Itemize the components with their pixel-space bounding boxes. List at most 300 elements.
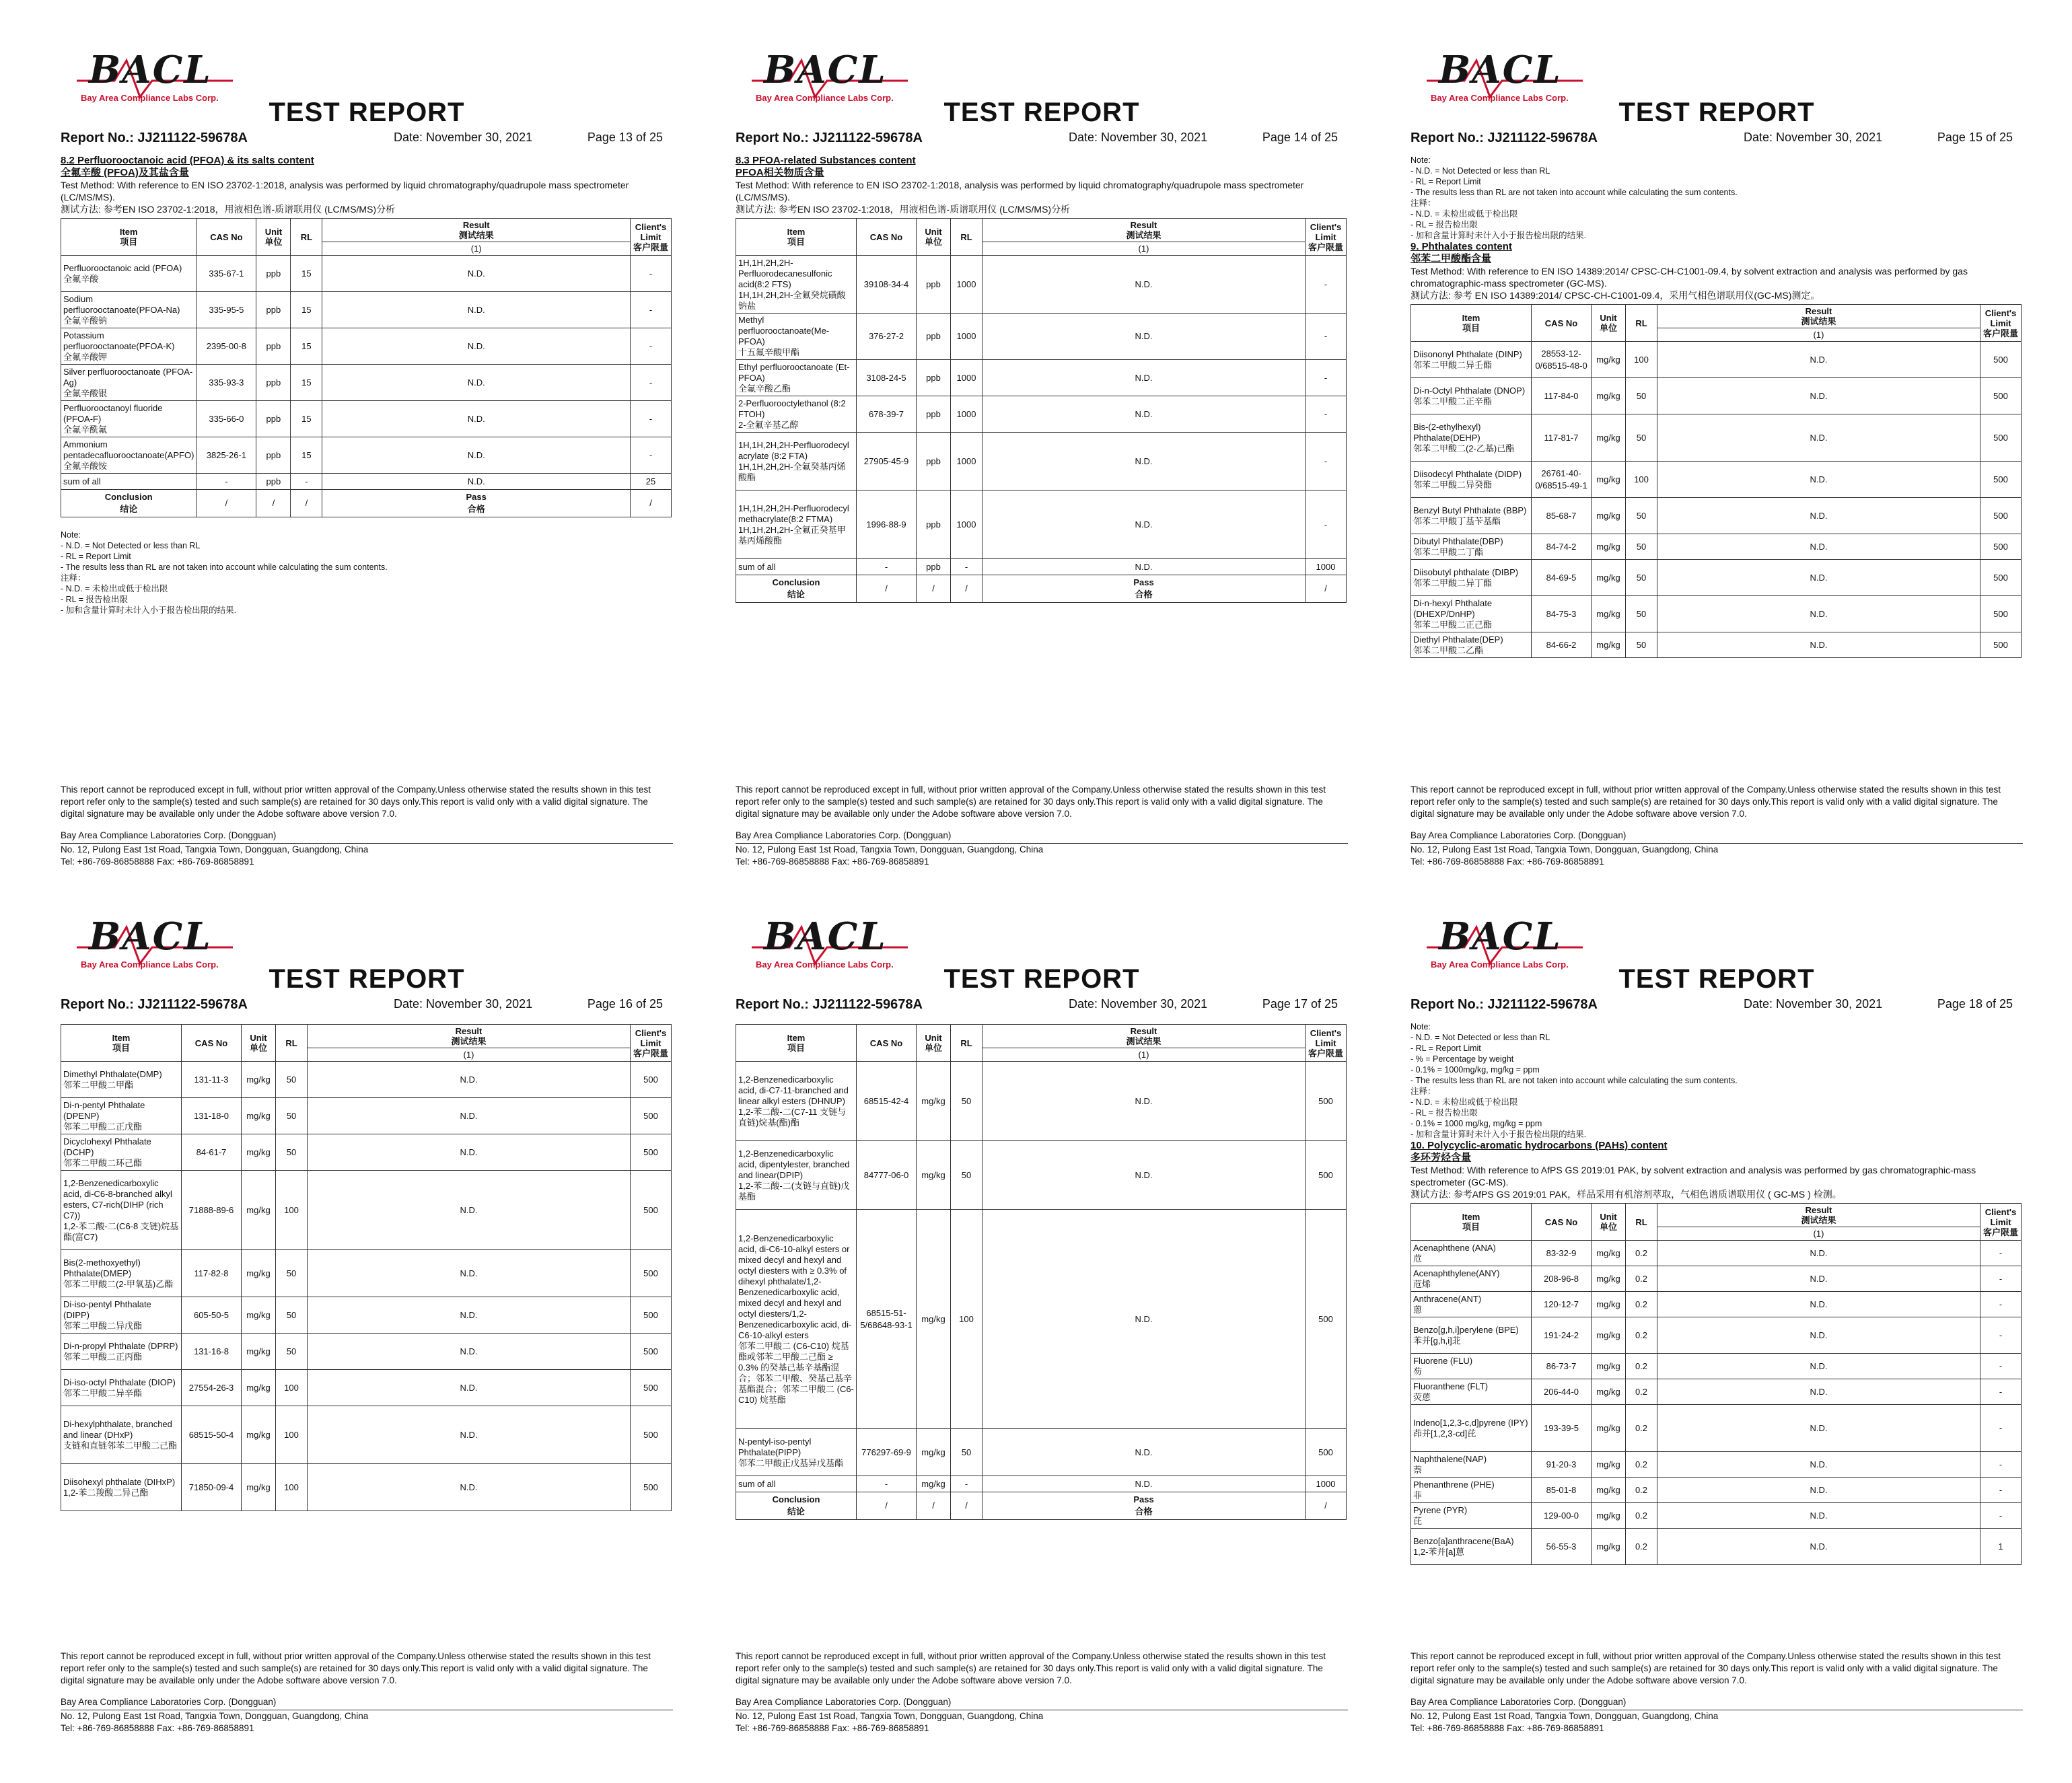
conclusion-slash: / [291, 490, 322, 517]
section-heading-cn: PFOA相关物质含量 [736, 167, 824, 178]
notes-block [1410, 1021, 2023, 1140]
cell-res: N.D. [322, 365, 631, 401]
cell-unit: mg/kg [1592, 498, 1626, 534]
item-name: Diisononyl Phthalate (DINP) [1413, 349, 1522, 359]
item-name-cn: 苊 [1413, 1253, 1423, 1264]
test-method: Test Method: With reference to EN ISO 23702-1:2018, analysis was performed by liquid chromatography/quadrupole mass spectrometer (LC/MS/MS). [61, 180, 629, 203]
cell-res: N.D. [1657, 414, 1980, 462]
cell-lim: 500 [1980, 414, 2022, 462]
item-name: Benzyl Butyl Phthalate (BBP) [1413, 505, 1527, 515]
col-limit [1980, 1204, 2022, 1241]
section-heading: 8.3 PFOA-related Substances content [736, 155, 916, 166]
cell-cas: - [857, 559, 917, 575]
test-method: Test Method: With reference to EN ISO 14389:2014/ CPSC-CH-C1001-09.4, by solvent extraction and analysis was performed by gas chromatographic-mass spectrometer (GC-MS). [1410, 266, 1968, 289]
report-number: Report No.: JJ211122-59678A [1410, 131, 1598, 145]
col-limit [631, 1025, 672, 1062]
cell-item [61, 474, 197, 490]
col-unit-label: Unit [925, 227, 942, 237]
cell-cas: 27905-45-9 [857, 433, 917, 490]
item-name-cn: 邻苯二甲酸正戊基异戊基酯 [738, 1457, 844, 1468]
cell-rl: 100 [1626, 342, 1657, 378]
table-row [1411, 1317, 2022, 1354]
cell-res: N.D. [322, 328, 631, 365]
table-row [61, 365, 672, 401]
cell-item [1411, 1354, 1532, 1379]
cell-item [1411, 1379, 1532, 1405]
col-item-label-cn: 项目 [120, 237, 138, 247]
page-content [736, 155, 1348, 603]
cell-unit: mg/kg [1592, 1354, 1626, 1379]
test-method: Test Method: With reference to AfPS GS 2019:01 PAK, by solvent extraction and analysis was performed by gas chromatographic-mass spectrometer (GC-MS). [1410, 1165, 1976, 1188]
cell-lim: - [1980, 1266, 2022, 1292]
cell-item [736, 1429, 857, 1476]
cell-rl: - [291, 474, 322, 490]
company-tel: Tel: +86-769-86858888 Fax: +86-769-86858891 [61, 857, 254, 867]
cell-rl: 0.2 [1626, 1452, 1657, 1478]
logo-subtitle: Bay Area Compliance Labs Corp. [756, 959, 894, 970]
col-cas [1532, 1204, 1592, 1241]
cell-res: N.D. [308, 1098, 631, 1134]
cell-unit: mg/kg [917, 1210, 951, 1429]
cell-res: N.D. [983, 314, 1306, 360]
cell-lim: 500 [1980, 596, 2022, 632]
table-header [1411, 1204, 2022, 1241]
note-line: - The results less than RL are not taken into account while calculating the sum contents. [1410, 188, 1738, 197]
cell-unit: mg/kg [917, 1429, 951, 1476]
cell-rl: 1000 [951, 490, 983, 559]
item-name: N-pentyl-iso-pentyl Phthalate(PIPP) [738, 1436, 812, 1457]
logo-subtitle: Bay Area Compliance Labs Corp. [81, 959, 219, 970]
item-name: Silver perfluorooctanoate (PFOA-Ag) [63, 366, 193, 388]
cell-unit: ppb [256, 365, 291, 401]
company-address: No. 12, Pulong East 1st Road, Tangxia Town, Dongguan, Guangdong, China [736, 844, 1044, 854]
item-name-cn: 2-全氟辛基乙醇 [738, 419, 799, 430]
results-table [736, 1024, 1347, 1520]
cell-cas: 2395-00-8 [197, 328, 256, 365]
conclusion-slash: / [857, 1492, 917, 1520]
cell-item [1411, 1241, 1532, 1266]
result-sub-label: (1) [1813, 330, 1824, 340]
cell-item [61, 292, 197, 328]
cell-rl: 50 [276, 1062, 308, 1098]
item-name-cn: 邻苯二甲酸二 (C6-C10) 烷基酯或邻苯二甲酸二己酯 ≥ 0.3% 的癸基己基辛基酯混合；邻苯二甲酸、癸基己基辛基酯混合；邻苯二甲酸二 (C6-C10) 烷基酯 [738, 1340, 854, 1405]
table-row [1411, 632, 2022, 658]
note-line: - N.D. = Not Detected or less than RL [1410, 1033, 1550, 1042]
cell-item [736, 1141, 857, 1210]
cell-item [1411, 560, 1532, 596]
col-cas [857, 219, 917, 256]
cell-res: N.D. [322, 401, 631, 437]
cell-rl: 50 [276, 1297, 308, 1334]
report-date: Date: November 30, 2021 [1744, 131, 1883, 144]
item-name: 1H,1H,2H,2H-Perfluorodecyl methacrylate(8:2 FTMA) [738, 503, 849, 524]
cell-item [1411, 1503, 1532, 1529]
page-title: TEST REPORT [943, 98, 1140, 127]
table-row [736, 1476, 1347, 1492]
conclusion-slash: / [1306, 1492, 1347, 1520]
cell-unit: ppb [917, 256, 951, 314]
table-row [1411, 462, 2022, 498]
item-name: Ammonium pentadecafluorooctanoate(APFO) [63, 439, 194, 460]
cell-cas: 26761-40-0/68515-49-1 [1532, 462, 1592, 498]
result-sub-label: (1) [470, 244, 482, 254]
col-rl-label: RL [960, 1038, 972, 1048]
cell-unit: mg/kg [242, 1250, 276, 1297]
cell-lim: - [1980, 1405, 2022, 1452]
col-item-label: Item [1462, 313, 1480, 323]
cell-cas: 776297-69-9 [857, 1429, 917, 1476]
cell-cas: 335-66-0 [197, 401, 256, 437]
report-page-16 [61, 914, 673, 1761]
cell-res: N.D. [1657, 1241, 1980, 1266]
cell-item [736, 1476, 857, 1492]
col-result-label-cn: 测试结果 [1126, 230, 1162, 240]
company-tel: Tel: +86-769-86858888 Fax: +86-769-86858891 [736, 1723, 929, 1733]
logo-subtitle: Bay Area Compliance Labs Corp. [81, 93, 219, 103]
cell-cas: 68515-51-5/68648-93-1 [857, 1210, 917, 1429]
item-name: Fluoranthene (FLT) [1413, 1381, 1489, 1391]
col-cas-label: CAS No [869, 231, 903, 242]
cell-cas: 376-27-2 [857, 314, 917, 360]
item-name-cn: 邻苯二甲酸二异丁酯 [1413, 577, 1493, 588]
conclusion-slash: / [917, 1492, 951, 1520]
col-item [1411, 305, 1532, 342]
col-item-label: Item [787, 1033, 806, 1043]
item-name-cn: 邻苯二甲酸二乙酯 [1413, 645, 1484, 655]
results-table [61, 1024, 672, 1511]
col-item-label-cn: 项目 [787, 1043, 805, 1053]
cell-unit: ppb [256, 256, 291, 292]
note-line: - 加和含量计算时未计入小于报告检出限的结果. [1410, 231, 1587, 240]
item-name-cn: 邻苯二甲酸二正戊酯 [63, 1121, 143, 1132]
item-name: Methyl perfluorooctanoate(Me-PFOA) [738, 315, 830, 347]
cell-item [1411, 1266, 1532, 1292]
cell-unit: ppb [256, 328, 291, 365]
cell-unit: ppb [917, 490, 951, 559]
item-name: Dibutyl Phthalate(DBP) [1413, 536, 1503, 546]
cell-lim: - [1980, 1354, 2022, 1379]
table-row [1411, 534, 2022, 560]
cell-item [736, 1062, 857, 1141]
page-footer [1410, 784, 2023, 868]
item-name-cn: 1H,1H,2H,2H-全氟癸基丙烯酸酯 [738, 461, 846, 482]
cell-res: N.D. [983, 1210, 1306, 1429]
cell-res: N.D. [308, 1134, 631, 1171]
cell-res: N.D. [322, 437, 631, 474]
cell-res: N.D. [983, 433, 1306, 490]
cell-res: N.D. [983, 256, 1306, 314]
cell-unit: mg/kg [1592, 560, 1626, 596]
item-name-cn: 全氟辛酸 [63, 273, 99, 284]
col-unit-label-cn: 单位 [249, 1043, 267, 1053]
cell-unit: mg/kg [242, 1098, 276, 1134]
col-unit-label: Unit [250, 1033, 267, 1043]
cell-lim: - [1980, 1317, 2022, 1354]
table-row [736, 1141, 1347, 1210]
cell-res: N.D. [983, 1476, 1306, 1492]
page-content [61, 155, 673, 616]
cell-item [736, 490, 857, 559]
note-line: - 0.1% = 1000 mg/kg, mg/kg = ppm [1410, 1119, 1542, 1128]
col-result [1657, 305, 1980, 328]
page-number: Page 17 of 25 [1262, 997, 1338, 1011]
conclusion-text: Conclusion [104, 492, 153, 502]
cell-cas: 84-75-3 [1532, 596, 1592, 632]
item-name-cn: 全氟辛酸钠 [63, 315, 108, 326]
table-row [61, 256, 672, 292]
company-address: No. 12, Pulong East 1st Road, Tangxia Town, Dongguan, Guangdong, China [736, 1711, 1044, 1721]
cell-cas: 129-00-0 [1532, 1503, 1592, 1529]
col-result-label-cn: 测试结果 [451, 1036, 487, 1046]
cell-lim: 500 [631, 1171, 672, 1250]
table-row [1411, 1266, 2022, 1292]
cell-unit: mg/kg [1592, 414, 1626, 462]
page-footer [1410, 1650, 2023, 1735]
report-date: Date: November 30, 2021 [394, 997, 533, 1011]
note-line: - N.D. = 未检出或低于检出限 [1410, 1097, 1518, 1107]
item-name: 2-Perfluorooctylethanol (8:2 FTOH) [738, 398, 846, 419]
note-line: - The results less than RL are not taken into account while calculating the sum contents. [1410, 1076, 1738, 1085]
item-name-cn: 邻苯二甲酸二正己酯 [1413, 619, 1493, 630]
cell-item [61, 1406, 182, 1464]
results-table [61, 218, 672, 517]
report-number: Report No.: JJ211122-59678A [736, 131, 923, 145]
cell-rl: 1000 [951, 314, 983, 360]
cell-item [61, 1370, 182, 1406]
col-limit-label-cn: 客户限量 [633, 1048, 668, 1058]
item-name-cn: 支链和直链邻苯二甲酸二己酯 [63, 1440, 178, 1451]
note-line: - N.D. = Not Detected or less than RL [1410, 166, 1550, 176]
result-sub-label: (1) [1138, 1050, 1149, 1060]
item-name-cn: 苊烯 [1413, 1278, 1431, 1289]
cell-unit: ppb [917, 396, 951, 433]
item-name-cn: 芴 [1413, 1366, 1423, 1377]
conclusion-text-cn: 结论 [787, 589, 805, 599]
cell-unit: mg/kg [1592, 1266, 1626, 1292]
col-limit [1306, 219, 1347, 256]
cell-res: N.D. [308, 1370, 631, 1406]
col-result-sub [983, 1048, 1306, 1062]
cell-cas: 605-50-5 [182, 1297, 242, 1334]
cell-lim: - [1306, 256, 1347, 314]
col-unit-label-cn: 单位 [924, 1043, 942, 1053]
cell-cas: - [857, 1476, 917, 1492]
cell-lim: - [1980, 1241, 2022, 1266]
cell-item [1411, 1292, 1532, 1317]
col-rl-label: RL [960, 231, 972, 242]
cell-item [61, 401, 197, 437]
report-page-13 [61, 47, 673, 895]
cell-res: N.D. [1657, 1405, 1980, 1452]
page-number: Page 14 of 25 [1262, 131, 1338, 144]
test-method: Test Method: With reference to EN ISO 23702-1:2018, analysis was performed by liquid chromatography/quadrupole mass spectrometer (LC/MS/MS). [736, 180, 1304, 203]
company-name: Bay Area Compliance Laboratories Corp. (Dongguan) [736, 830, 1348, 844]
table-row [61, 1134, 672, 1171]
cell-lim: 500 [1980, 560, 2022, 596]
cell-cas: 131-18-0 [182, 1098, 242, 1134]
disclaimer: This report cannot be reproduced except in full, without prior written approval of the Company.Unless otherwise stated the results shown in this test report refer only to the sample(s) tested and such sample(s) are retained for 30 days only.This report is valid only with a valid digital signature. The digital signature may be available only under the Adobe software above version 7.0. [736, 1651, 1326, 1685]
disclaimer: This report cannot be reproduced except in full, without prior written approval of the Company.Unless otherwise stated the results shown in this test report refer only to the sample(s) tested and such sample(s) are retained for 30 days only.This report is valid only with a valid digital signature. The digital signature may be available only under the Adobe software above version 7.0. [1410, 785, 2001, 819]
cell-cas: 27554-26-3 [182, 1370, 242, 1406]
cell-rl: 0.2 [1626, 1266, 1657, 1292]
item-name-cn: 邻苯二甲酸二甲酯 [63, 1079, 134, 1090]
col-rl-label: RL [1635, 318, 1647, 328]
conclusion-row [61, 490, 672, 517]
cell-item [61, 1464, 182, 1511]
col-cas [182, 1025, 242, 1062]
cell-item [736, 433, 857, 490]
cell-cas: 68515-42-4 [857, 1062, 917, 1141]
cell-lim: - [1306, 396, 1347, 433]
cell-unit: ppb [917, 360, 951, 396]
cell-rl: 0.2 [1626, 1405, 1657, 1452]
note-line: - RL = Report Limit [1410, 177, 1481, 186]
item-name: Diisohexyl phthalate (DIHxP) [63, 1476, 176, 1487]
table-row [1411, 1292, 2022, 1317]
item-name-cn: 全氟辛酸乙酯 [738, 383, 791, 394]
cell-cas: 84-74-2 [1532, 534, 1592, 560]
cell-res: N.D. [308, 1334, 631, 1370]
col-result-label: Result [1130, 220, 1157, 230]
cell-cas: 85-68-7 [1532, 498, 1592, 534]
table-row [736, 433, 1347, 490]
test-method-cn: 测试方法: 参考EN ISO 23702-1:2018，用液相色谱-质谱联用仪 (LC/MS/MS)分析 [736, 204, 1071, 215]
note-line: - N.D. = 未检出或低于检出限 [61, 584, 168, 593]
col-unit [1592, 305, 1626, 342]
page-title: TEST REPORT [269, 964, 465, 994]
cell-unit: mg/kg [1592, 1478, 1626, 1503]
col-cas [1532, 305, 1592, 342]
col-result [322, 219, 631, 242]
cell-cas: 91-20-3 [1532, 1452, 1592, 1478]
cell-lim: 500 [631, 1134, 672, 1171]
cell-res: N.D. [1657, 534, 1980, 560]
conclusion-slash: / [917, 575, 951, 603]
test-method-cn: 测试方法: 参考EN ISO 23702-1:2018，用液相色谱-质谱联用仪 (LC/MS/MS)分析 [61, 204, 396, 215]
col-item-label-cn: 项目 [787, 237, 805, 247]
cell-item [61, 1250, 182, 1297]
col-result-label: Result [1805, 1205, 1832, 1215]
table-row [61, 474, 672, 490]
cell-cas: 678-39-7 [857, 396, 917, 433]
section-heading: 10. Polycyclic-aromatic hydrocarbons (PAHs) content [1410, 1140, 1668, 1151]
table-row [736, 314, 1347, 360]
cell-res: N.D. [322, 474, 631, 490]
item-name: Pyrene (PYR) [1413, 1504, 1468, 1515]
col-limit-label-cn: 客户限量 [633, 242, 668, 252]
col-item-label: Item [787, 227, 806, 237]
cell-res: N.D. [322, 292, 631, 328]
cell-cas: 71888-89-6 [182, 1171, 242, 1250]
col-cas [197, 219, 256, 256]
col-rl [276, 1025, 308, 1062]
col-result [983, 219, 1306, 242]
logo-subtitle: Bay Area Compliance Labs Corp. [756, 93, 894, 103]
table-row [1411, 378, 2022, 414]
cell-unit: mg/kg [242, 1334, 276, 1370]
cell-lim: 500 [1980, 632, 2022, 658]
cell-rl: 50 [1626, 596, 1657, 632]
item-name: 1H,1H,2H,2H-Perfluorodecyl acrylate (8:2 FTA) [738, 439, 849, 461]
cell-res: N.D. [1657, 342, 1980, 378]
cell-rl: 15 [291, 437, 322, 474]
cell-lim: 500 [631, 1334, 672, 1370]
note-line: 注释： [1410, 1087, 1436, 1096]
col-unit [242, 1025, 276, 1062]
cell-lim: 500 [1306, 1429, 1347, 1476]
conclusion-slash: / [951, 1492, 983, 1520]
table-header [736, 1025, 1347, 1062]
cell-lim: 500 [1980, 378, 2022, 414]
table-row [1411, 1379, 2022, 1405]
cell-item [61, 437, 197, 474]
col-limit [1306, 1025, 1347, 1062]
cell-rl: - [951, 1476, 983, 1492]
cell-res: N.D. [308, 1171, 631, 1250]
conclusion-row [736, 1492, 1347, 1520]
cell-res: N.D. [1657, 1452, 1980, 1478]
conclusion-label [736, 1492, 857, 1520]
cell-lim: - [1980, 1478, 2022, 1503]
item-name: sum of all [738, 561, 776, 572]
cell-rl: 50 [1626, 560, 1657, 596]
cell-item [1411, 1478, 1532, 1503]
section-heading-cn: 邻苯二甲酸酯含量 [1410, 253, 1492, 264]
cell-res: N.D. [1657, 1292, 1980, 1317]
col-result-label: Result [455, 1026, 483, 1036]
item-name-cn: 萘 [1413, 1464, 1423, 1475]
cell-lim: 25 [631, 474, 672, 490]
cell-res: N.D. [1657, 1379, 1980, 1405]
cell-res: N.D. [1657, 596, 1980, 632]
section-heading-cn: 多环芳烃含量 [1410, 1152, 1472, 1163]
cell-rl: 1000 [951, 396, 983, 433]
table-row [1411, 596, 2022, 632]
test-method-cn: 测试方法: 参考AfPS GS 2019:01 PAK，样品采用有机溶剂萃取，气相色谱质谱联用仪 ( GC-MS ) 检测。 [1410, 1189, 1842, 1200]
cell-res: N.D. [983, 559, 1306, 575]
cell-cas: 84-66-2 [1532, 632, 1592, 658]
cell-lim: - [1980, 1379, 2022, 1405]
item-name-cn: 全氟辛酸银 [63, 388, 108, 398]
cell-lim: - [1980, 1452, 2022, 1478]
cell-cas: 1996-88-9 [857, 490, 917, 559]
item-name-cn: 1,2-苯二酸-二(C6-8 支链)烷基酯(富C7) [63, 1221, 179, 1242]
table-row [1411, 1503, 2022, 1529]
cell-res: N.D. [1657, 462, 1980, 498]
conclusion-result [983, 575, 1306, 603]
item-name-cn: 全氟辛酰氟 [63, 424, 108, 435]
col-unit-label: Unit [264, 227, 283, 237]
report-number: Report No.: JJ211122-59678A [736, 997, 923, 1012]
table-row [61, 1171, 672, 1250]
result-sub-label: (1) [1813, 1229, 1824, 1239]
item-name: Di-n-propyl Phthalate (DPRP) [63, 1340, 178, 1351]
report-number: Report No.: JJ211122-59678A [61, 997, 248, 1012]
cell-item [736, 314, 857, 360]
results-table [1410, 1203, 2022, 1565]
note-line: - RL = 报告检出限 [61, 595, 128, 604]
section-heading: 8.2 Perfluorooctanoic acid (PFOA) & its salts content [61, 155, 314, 166]
item-name-cn: 邻苯二甲酸丁基苄基酯 [1413, 515, 1501, 526]
company-name: Bay Area Compliance Laboratories Corp. (Dongguan) [61, 830, 673, 844]
cell-unit: mg/kg [242, 1062, 276, 1098]
table-row [1411, 498, 2022, 534]
cell-lim: - [1980, 1503, 2022, 1529]
page-title: TEST REPORT [1618, 98, 1815, 127]
report-date: Date: November 30, 2021 [394, 131, 533, 144]
logo-text: BACL [764, 914, 887, 959]
cell-cas: 191-24-2 [1532, 1317, 1592, 1354]
